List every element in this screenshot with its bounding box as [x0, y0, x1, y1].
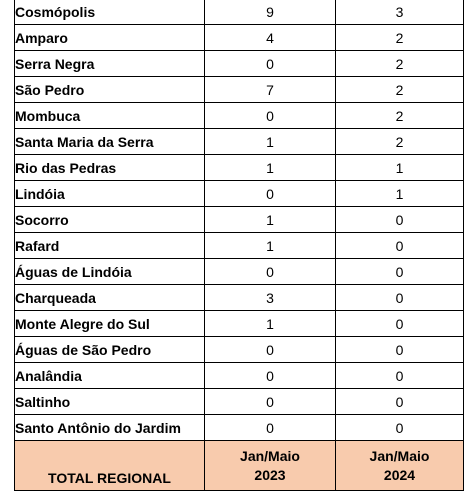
table-row [15, 181, 464, 207]
table-row [15, 415, 464, 441]
table-row [15, 363, 464, 389]
value-2023-cell: 1 [205, 233, 336, 259]
value-2024-cell: 0 [336, 415, 464, 441]
table-row [15, 207, 464, 233]
table-row [15, 337, 464, 363]
value-2024-cell: 2 [336, 51, 464, 77]
value-2024-cell: 1 [336, 155, 464, 181]
value-2024-cell: 0 [336, 337, 464, 363]
city-name-cell: Santo Antônio do Jardim [15, 415, 205, 441]
value-2024-cell: 0 [336, 389, 464, 415]
value-2023-cell: 1 [205, 155, 336, 181]
city-name-cell: Santa Maria da Serra [15, 129, 205, 155]
city-name-cell: Rafard [15, 233, 205, 259]
value-2024-cell: 0 [336, 259, 464, 285]
value-2023-cell: 7 [205, 77, 336, 103]
value-2024-cell: 2 [336, 103, 464, 129]
city-name-cell: Águas de São Pedro [15, 337, 205, 363]
table-body [15, 0, 464, 491]
city-name-cell: Analândia [15, 363, 205, 389]
value-2024-cell: 0 [336, 233, 464, 259]
city-name-cell: Lindóia [15, 181, 205, 207]
period-2023-header [205, 441, 336, 491]
table-row [15, 259, 464, 285]
city-name-cell: Monte Alegre do Sul [15, 311, 205, 337]
period-2023-year: 2023 [254, 466, 286, 483]
value-2024-cell: 2 [336, 25, 464, 51]
city-name-cell: Socorro [15, 207, 205, 233]
value-2024-cell: 1 [336, 181, 464, 207]
value-2024-cell: 2 [336, 129, 464, 155]
value-2023-cell: 0 [205, 51, 336, 77]
city-name-cell: Águas de Lindóia [15, 259, 205, 285]
table-row [15, 51, 464, 77]
value-2023-cell: 1 [205, 207, 336, 233]
period-2024-months: Jan/Maio [369, 447, 430, 464]
period-2024-header [336, 441, 464, 491]
value-2023-cell: 1 [205, 311, 336, 337]
value-2024-cell: 0 [336, 285, 464, 311]
total-regional-row [15, 441, 464, 491]
table-row [15, 155, 464, 181]
city-name-cell: São Pedro [15, 77, 205, 103]
value-2023-cell: 4 [205, 25, 336, 51]
city-name-cell: Cosmópolis [15, 0, 205, 25]
table-row [15, 233, 464, 259]
table-row [15, 285, 464, 311]
city-name-cell: Amparo [15, 25, 205, 51]
city-name-cell: Rio das Pedras [15, 155, 205, 181]
period-2024-year: 2024 [383, 466, 416, 483]
city-name-cell: Serra Negra [15, 51, 205, 77]
regional-cases-table [14, 0, 464, 491]
total-regional-label: TOTAL REGIONAL [15, 441, 205, 491]
table-row [15, 25, 464, 51]
city-name-cell: Charqueada [15, 285, 205, 311]
table-row [15, 129, 464, 155]
value-2024-cell: 0 [336, 311, 464, 337]
value-2023-cell: 0 [205, 389, 336, 415]
table-row [15, 77, 464, 103]
table-row [15, 311, 464, 337]
value-2023-cell: 9 [205, 0, 336, 25]
value-2023-cell: 1 [205, 129, 336, 155]
value-2023-cell: 3 [205, 285, 336, 311]
value-2023-cell: 0 [205, 259, 336, 285]
value-2024-cell: 2 [336, 77, 464, 103]
value-2024-cell: 3 [336, 0, 464, 25]
city-name-cell: Saltinho [15, 389, 205, 415]
value-2023-cell: 0 [205, 181, 336, 207]
city-name-cell: Mombuca [15, 103, 205, 129]
value-2023-cell: 0 [205, 337, 336, 363]
value-2023-cell: 0 [205, 103, 336, 129]
table-row [15, 103, 464, 129]
table-row [15, 389, 464, 415]
value-2024-cell: 0 [336, 207, 464, 233]
value-2023-cell: 0 [205, 363, 336, 389]
value-2024-cell: 0 [336, 363, 464, 389]
table-row [15, 0, 464, 25]
value-2023-cell: 0 [205, 415, 336, 441]
period-2023-months: Jan/Maio [240, 447, 300, 464]
